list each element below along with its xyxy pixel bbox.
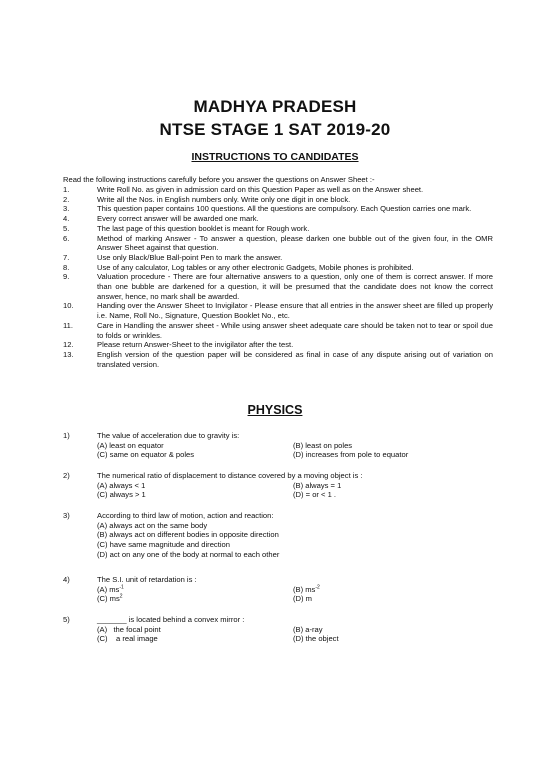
instruction-item: 9. Valuation procedure - There are four alternative answers to a question, only one of them is correct answer. If more than one bubble are darkened for a question, it will be presumed that the candidate does not know the correct answer, hence, no mark shall be awarded. bbox=[63, 272, 493, 301]
question-number: 3) bbox=[63, 511, 70, 520]
option-a: (A) always < 1 bbox=[97, 480, 146, 490]
instruction-item: 2. Write all the Nos. in English numbers only. Write only one digit in one block. bbox=[63, 194, 351, 204]
paper-title-exam: NTSE STAGE 1 SAT 2019-20 bbox=[159, 120, 391, 139]
instruction-item: 3. This question paper contains 100 questions. All the questions are compulsory. Each Question carries one mark. bbox=[63, 204, 472, 214]
instructions-intro: Read the following instructions carefully before you answer the questions on Answer Sheet :- bbox=[63, 175, 375, 184]
instructions-list bbox=[63, 185, 493, 369]
instruction-item: 1. Write Roll No. as given in admission card on this Question Paper as well as on the Answer sheet. bbox=[63, 185, 424, 194]
question-number: 4) bbox=[63, 575, 70, 584]
question-number: 2) bbox=[63, 471, 70, 480]
option-c: (C) same on equator & poles bbox=[97, 450, 195, 460]
option-a: (A) $ms^{-1}$ bbox=[97, 584, 124, 594]
option-a: (A) always act on the same body bbox=[97, 520, 208, 530]
option-b: (B) always = 1 bbox=[293, 480, 342, 490]
paper-title-state: MADHYA PRADESH bbox=[193, 97, 357, 116]
question-text: The S.I. unit of retardation is : bbox=[97, 575, 197, 584]
option-b: (B) always act on different bodies in opposite direction bbox=[97, 530, 279, 540]
instruction-item: 10. Handing over the Answer Sheet to Invigilator - Please ensure that all entries in the answer sheet are filled up properly i.e. Name, Roll No., Signature, Question Booklet No., etc. bbox=[63, 301, 493, 321]
question-text: The value of acceleration due to gravity is: bbox=[97, 431, 240, 440]
option-d: (D) m bbox=[293, 594, 312, 604]
option-d: (D) act on any one of the body at normal to each other bbox=[97, 549, 280, 559]
option-d: (D) = or < 1 . bbox=[293, 490, 337, 500]
option-c: (C) a real image bbox=[97, 634, 158, 644]
instruction-item: 5. The last page of this question booklet is meant for Rough work. bbox=[63, 223, 310, 233]
question-2 bbox=[63, 471, 493, 500]
instruction-item: 4. Every correct answer will be awarded one mark. bbox=[63, 214, 259, 224]
option-c: (C) $ms^2$ bbox=[97, 593, 123, 604]
instruction-item: 8. Use of any calculator, Log tables or any other electronic Gadgets, Mobile phones is prohibited. bbox=[63, 262, 414, 272]
option-a: (A) least on equator bbox=[97, 440, 164, 450]
option-b: (B) a-ray bbox=[293, 624, 323, 634]
question-5 bbox=[63, 615, 493, 644]
option-a: (A) the focal point bbox=[97, 624, 161, 634]
section-heading-physics: PHYSICS bbox=[247, 403, 303, 417]
instruction-item: 11. Care in Handling the answer sheet - While using answer sheet adequate care should be taken not to tear or spoil due to folds or wrinkles. bbox=[63, 320, 493, 340]
question-number: 5) bbox=[63, 615, 70, 624]
instruction-item: 6. Method of marking Answer - To answer a question, please darken one bubble out of the given four, in the OMR Answer Sheet against that question. bbox=[63, 233, 493, 253]
option-c: (C) have same magnitude and direction bbox=[97, 540, 230, 550]
instructions-heading: INSTRUCTIONS TO CANDIDATES bbox=[191, 151, 359, 163]
question-1 bbox=[63, 431, 493, 460]
option-d: (D) increases from pole to equator bbox=[293, 450, 409, 460]
option-b: (B) $ms^{-2}$ bbox=[293, 584, 320, 594]
question-text: _______ is located behind a convex mirror : bbox=[97, 615, 245, 624]
question-4 bbox=[63, 575, 493, 604]
question-number: 1) bbox=[63, 431, 70, 440]
question-3 bbox=[63, 511, 493, 560]
option-d: (D) the object bbox=[293, 634, 339, 644]
question-text: The numerical ratio of displacement to distance covered by a moving object is : bbox=[97, 471, 363, 480]
instruction-item: 13. English version of the question paper will be considered as final in case of any dispute arising out of variation on translated version. bbox=[63, 349, 493, 369]
option-c: (C) always > 1 bbox=[97, 490, 146, 500]
option-b: (B) least on poles bbox=[293, 440, 353, 450]
instruction-item: 12. Please return Answer-Sheet to the invigilator after the test. bbox=[63, 340, 294, 350]
question-text: According to third law of motion, action and reaction: bbox=[97, 511, 274, 520]
instruction-item: 7. Use only Black/Blue Ball-point Pen to mark the answer. bbox=[63, 252, 283, 262]
